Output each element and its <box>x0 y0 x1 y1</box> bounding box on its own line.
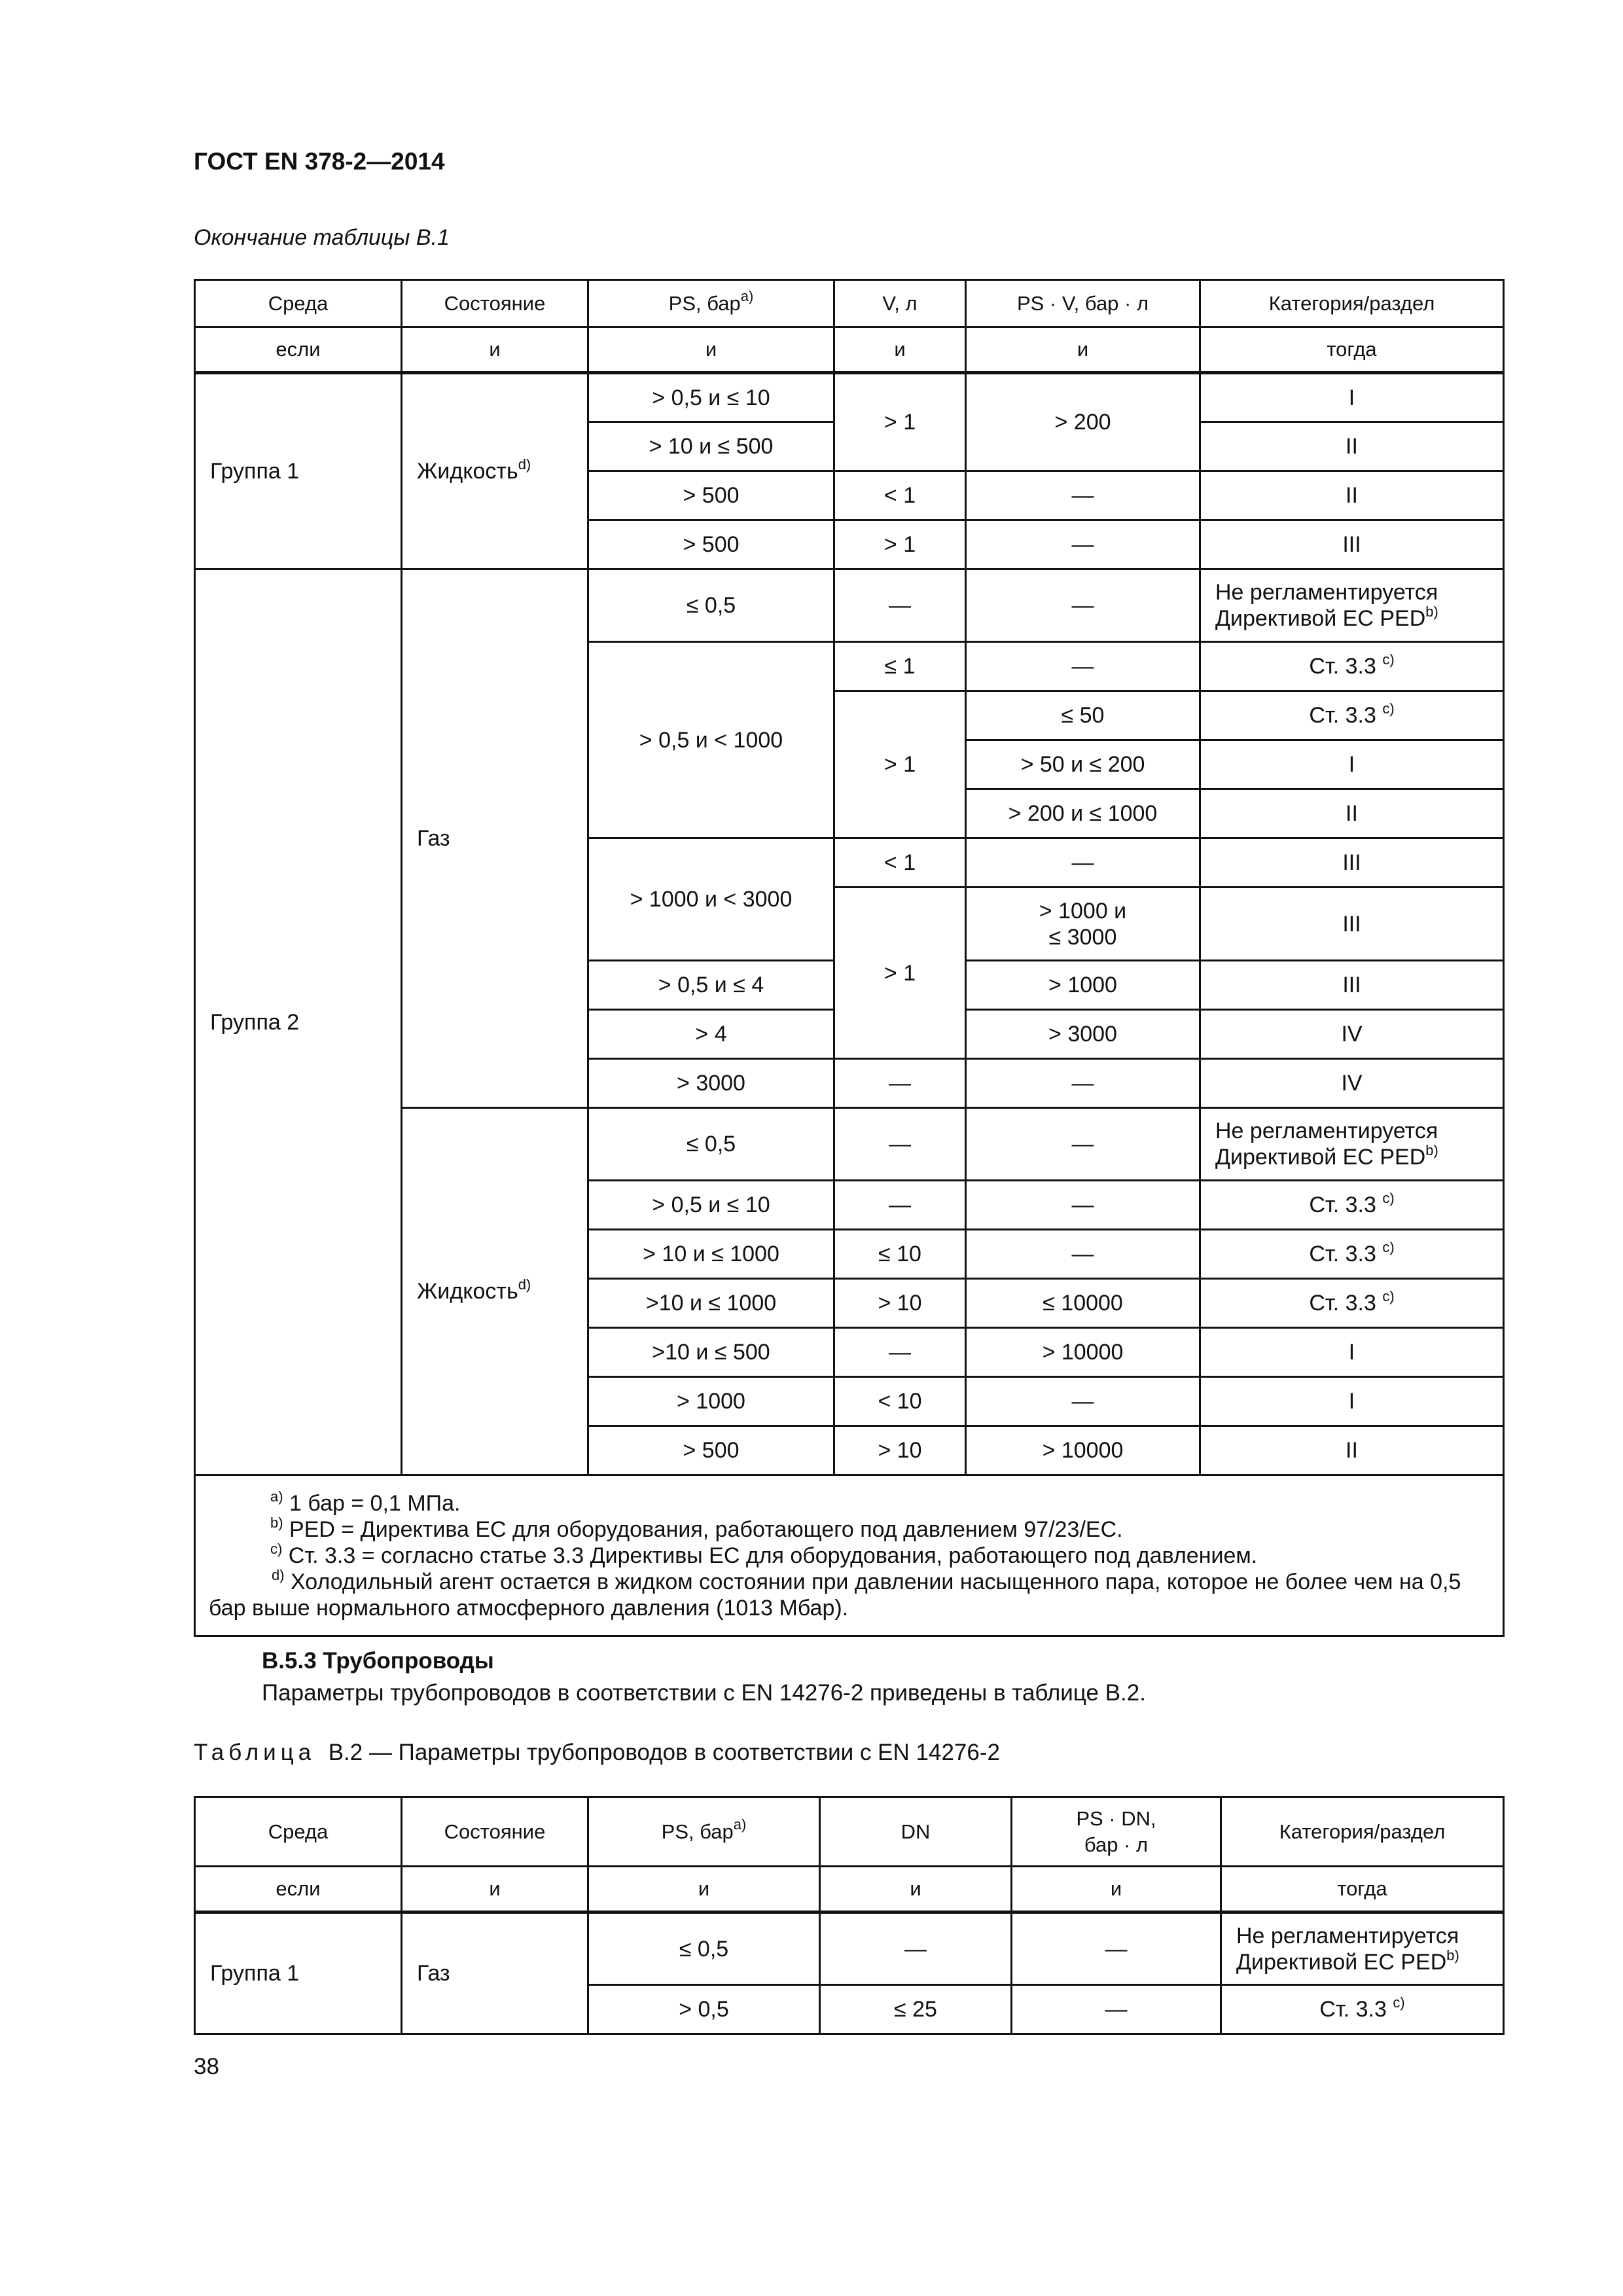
psv-cell: — <box>966 1181 1200 1230</box>
footnote-a: $^{a)}$ 1 бар = 0,1 МПа. <box>270 1488 461 1516</box>
col-header-category: Категория/раздел <box>1221 1797 1504 1867</box>
ps-cell: ≤ 0,5 <box>588 1108 834 1181</box>
medium-cell: Группа 2 <box>195 569 402 1475</box>
logic-cell: и <box>402 1867 588 1912</box>
psv-cell: — <box>966 1377 1200 1426</box>
category-cell: Ст. 3.3 $^{c)}$ <box>1221 1985 1504 2034</box>
medium-cell: Группа 1 <box>195 1912 402 2034</box>
footnote-b: $^{b)}$ PED = Директива ЕС для оборудования, работающего под давлением 97/23/ЕС. <box>270 1514 1123 1542</box>
logic-cell: и <box>966 327 1200 373</box>
psv-cell: — <box>966 1059 1200 1108</box>
category-cell: Ст. 3.3 $^{c)}$ <box>1200 1230 1504 1279</box>
category-cell: Ст. 3.3 $^{c)}$ <box>1200 1279 1504 1328</box>
logic-cell: тогда <box>1221 1867 1504 1912</box>
psv-cell: > 10000 <box>966 1328 1200 1377</box>
psv-cell: > 1000 и ≤ 3000 <box>966 888 1200 961</box>
psv-cell: — <box>966 1230 1200 1279</box>
category-cell: Не регламентируется Директивой ЕС PED$^{b)}$ <box>1200 1108 1504 1181</box>
logic-cell: и <box>820 1867 1012 1912</box>
category-cell: IV <box>1200 1010 1504 1059</box>
table-b1 <box>194 279 1505 1637</box>
state-cell: Газ <box>402 1912 588 2034</box>
col-header-ps: PS, бар$^{a)}$ <box>588 1797 820 1867</box>
table-b2 <box>194 1796 1505 2035</box>
v-cell: — <box>834 1059 966 1108</box>
psv-cell: — <box>966 642 1200 691</box>
category-cell: I <box>1200 373 1504 422</box>
category-cell: I <box>1200 1328 1504 1377</box>
v-cell: > 10 <box>834 1426 966 1475</box>
category-cell: II <box>1200 1426 1504 1475</box>
psv-cell: > 3000 <box>966 1010 1200 1059</box>
section-paragraph: Параметры трубопроводов в соответствии с EN 14276-2 приведены в таблице В.2. <box>262 1680 1146 1706</box>
ps-cell: > 3000 <box>588 1059 834 1108</box>
ps-cell: > 0,5 и ≤ 4 <box>588 961 834 1010</box>
category-cell: II <box>1200 789 1504 838</box>
ps-cell: > 500 <box>588 471 834 520</box>
col-header-ps: PS, бар$^{a)}$ <box>588 280 834 327</box>
dn-cell: ≤ 25 <box>820 1985 1012 2034</box>
medium-cell: Группа 1 <box>195 373 402 569</box>
col-header-medium: Среда <box>195 280 402 327</box>
state-cell: Жидкость$^{d)}$ <box>402 373 588 569</box>
logic-cell: и <box>402 327 588 373</box>
ps-cell: > 1000 и < 3000 <box>588 838 834 961</box>
v-cell: < 1 <box>834 838 966 888</box>
v-cell: ≤ 1 <box>834 642 966 691</box>
col-header-psv: PS · V, бар · л <box>966 280 1200 327</box>
col-header-state: Состояние <box>402 280 588 327</box>
ps-cell: > 1000 <box>588 1377 834 1426</box>
v-cell: > 1 <box>834 888 966 1059</box>
category-cell: I <box>1200 1377 1504 1426</box>
ps-cell: > 0,5 и ≤ 10 <box>588 373 834 422</box>
footnote-d: $^{d)}$ Холодильный агент остается в жидком состоянии при давлении насыщенного пара, которое не более чем на 0,5 бар выше нормального атмосферного давления (1013 Мбар). <box>209 1566 1461 1621</box>
psv-cell: — <box>966 1108 1200 1181</box>
table-caption: Окончание таблицы В.1 <box>194 225 450 250</box>
psdn-cell: — <box>1012 1912 1221 1985</box>
ps-cell: > 0,5 и < 1000 <box>588 642 834 838</box>
logic-cell: и <box>588 327 834 373</box>
category-cell: IV <box>1200 1059 1504 1108</box>
psv-cell: > 200 <box>966 373 1200 471</box>
v-cell: > 1 <box>834 373 966 471</box>
category-cell: Ст. 3.3 $^{c)}$ <box>1200 691 1504 740</box>
psv-cell: > 10000 <box>966 1426 1200 1475</box>
v-cell: ≤ 10 <box>834 1230 966 1279</box>
table-footnotes <box>195 1475 1504 1636</box>
ps-cell: > 10 и ≤ 500 <box>588 422 834 471</box>
v-cell: — <box>834 1108 966 1181</box>
logic-cell: тогда <box>1200 327 1504 373</box>
page-number: 38 <box>194 2054 219 2079</box>
dn-cell: — <box>820 1912 1012 1985</box>
col-header-state: Состояние <box>402 1797 588 1867</box>
col-header-dn: DN <box>820 1797 1012 1867</box>
state-cell: Газ <box>402 569 588 1108</box>
psv-cell: > 1000 <box>966 961 1200 1010</box>
ps-cell: >10 и ≤ 1000 <box>588 1279 834 1328</box>
psv-cell: — <box>966 520 1200 569</box>
psv-cell: ≤ 50 <box>966 691 1200 740</box>
category-cell: III <box>1200 838 1504 888</box>
v-cell: — <box>834 1328 966 1377</box>
v-cell: > 10 <box>834 1279 966 1328</box>
category-cell: Не регламентируется Директивой ЕС PED$^{b)}$ <box>1200 569 1504 642</box>
category-cell: III <box>1200 888 1504 961</box>
col-header-psdn: PS · DN, бар · л <box>1012 1797 1221 1867</box>
state-cell: Жидкость$^{d)}$ <box>402 1108 588 1475</box>
v-cell: > 1 <box>834 691 966 838</box>
footnote-c: $^{c)}$ Ст. 3.3 = согласно статье 3.3 Директивы ЕС для оборудования, работающего под давлением. <box>270 1540 1258 1568</box>
ps-cell: ≤ 0,5 <box>588 1912 820 1985</box>
logic-cell: и <box>834 327 966 373</box>
logic-cell: если <box>195 1867 402 1912</box>
table-caption: Таблица В.2 — Параметры трубопроводов в соответствии с EN 14276-2 <box>194 1740 1000 1765</box>
col-header-medium: Среда <box>195 1797 402 1867</box>
psv-cell: — <box>966 471 1200 520</box>
v-cell: < 10 <box>834 1377 966 1426</box>
document-header: ГОСТ EN 378-2—2014 <box>194 148 445 175</box>
category-cell: Не регламентируется Директивой ЕС PED$^{b)}$ <box>1221 1912 1504 1985</box>
psv-cell: ≤ 10000 <box>966 1279 1200 1328</box>
logic-cell: и <box>588 1867 820 1912</box>
category-cell: Ст. 3.3 $^{c)}$ <box>1200 642 1504 691</box>
ps-cell: > 10 и ≤ 1000 <box>588 1230 834 1279</box>
ps-cell: > 4 <box>588 1010 834 1059</box>
psv-cell: > 200 и ≤ 1000 <box>966 789 1200 838</box>
section-heading: В.5.3 Трубопроводы <box>262 1648 494 1674</box>
v-cell: < 1 <box>834 471 966 520</box>
category-cell: Ст. 3.3 $^{c)}$ <box>1200 1181 1504 1230</box>
col-header-category: Категория/раздел <box>1200 280 1504 327</box>
psdn-cell: — <box>1012 1985 1221 2034</box>
ps-cell: > 0,5 <box>588 1985 820 2034</box>
ps-cell: > 0,5 и ≤ 10 <box>588 1181 834 1230</box>
logic-cell: и <box>1012 1867 1221 1912</box>
category-cell: III <box>1200 961 1504 1010</box>
v-cell: > 1 <box>834 520 966 569</box>
ps-cell: ≤ 0,5 <box>588 569 834 642</box>
psv-cell: — <box>966 838 1200 888</box>
psv-cell: > 50 и ≤ 200 <box>966 740 1200 789</box>
col-header-v: V, л <box>834 280 966 327</box>
v-cell: — <box>834 1181 966 1230</box>
logic-cell: если <box>195 327 402 373</box>
ps-cell: >10 и ≤ 500 <box>588 1328 834 1377</box>
category-cell: II <box>1200 471 1504 520</box>
ps-cell: > 500 <box>588 520 834 569</box>
category-cell: I <box>1200 740 1504 789</box>
ps-cell: > 500 <box>588 1426 834 1475</box>
psv-cell: — <box>966 569 1200 642</box>
v-cell: — <box>834 569 966 642</box>
category-cell: III <box>1200 520 1504 569</box>
category-cell: II <box>1200 422 1504 471</box>
